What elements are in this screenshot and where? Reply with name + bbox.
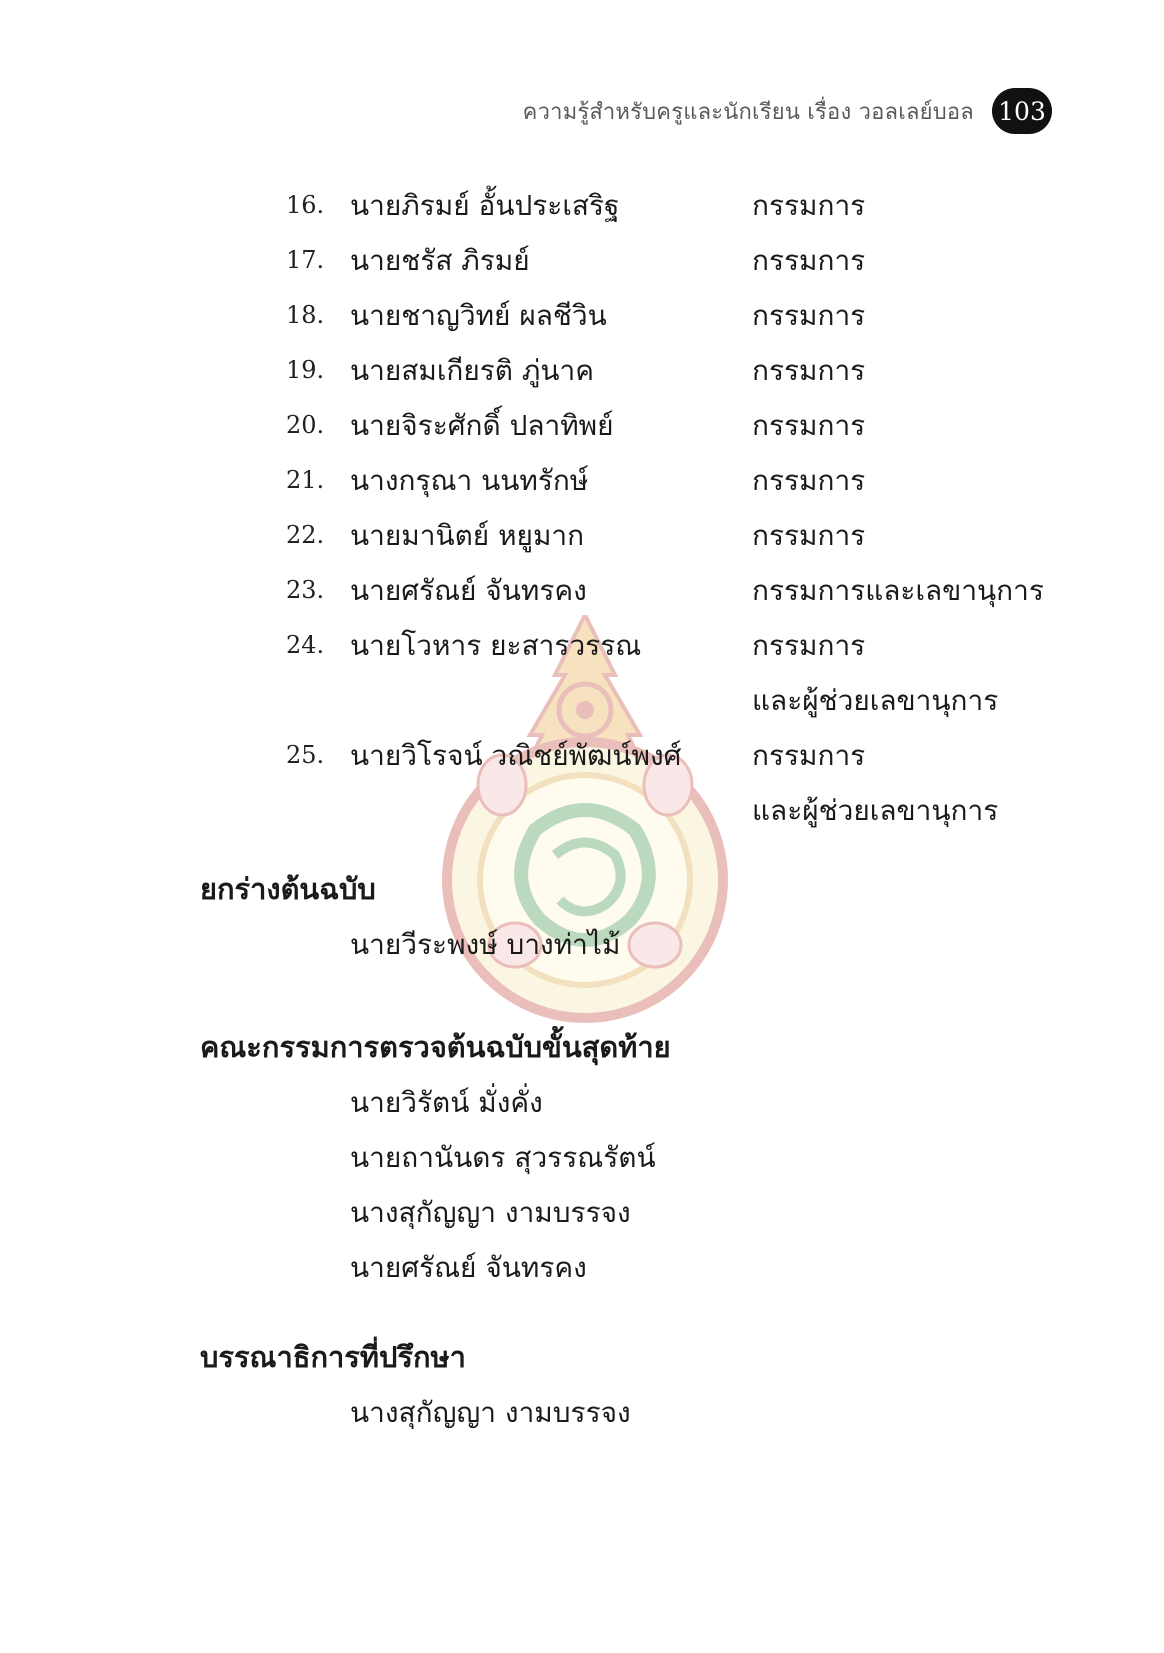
section-heading: คณะกรรมการตรวจต้นฉบับขั้นสุดท้าย (200, 1030, 671, 1064)
row-number: 25. (286, 741, 325, 769)
committee-row (286, 233, 1086, 288)
drafting-section (200, 862, 1080, 972)
committee-row (286, 343, 1086, 398)
member-name: นายภิรมย์ อั้นประเสริฐ (350, 189, 620, 222)
committee-row (286, 508, 1086, 563)
person-name: นายถานันดร สุวรรณรัตน์ (350, 1141, 656, 1174)
member-name: นายวิโรจน์ วณิชย์พัฒน์พงศ์ (350, 739, 682, 772)
row-number: 16. (286, 191, 325, 219)
member-role: กรรมการ (752, 464, 866, 497)
member-role: และผู้ช่วยเลขานุการ (752, 794, 999, 827)
final-review-section (200, 1020, 1080, 1295)
committee-row (286, 453, 1086, 508)
member-role: กรรมการ (752, 519, 866, 552)
member-name: นายศรัณย์ จันทรคง (350, 574, 587, 607)
section-heading: ยกร่างต้นฉบับ (200, 872, 376, 906)
row-number: 17. (286, 246, 325, 274)
member-name: นายชรัส ภิรมย์ (350, 244, 530, 277)
member-name: นางกรุณา นนทรักษ์ (350, 464, 589, 497)
row-number: 20. (286, 411, 325, 439)
member-role: กรรมการ (752, 629, 866, 662)
member-role: กรรมการ (752, 354, 866, 387)
committee-row-continuation (286, 783, 1086, 838)
person-name: นางสุกัญญา งามบรรจง (350, 1196, 631, 1229)
row-number: 23. (286, 576, 325, 604)
person-name: นายศรัณย์ จันทรคง (350, 1251, 587, 1284)
member-name: นายชาญวิทย์ ผลชีวิน (350, 299, 607, 332)
committee-row (286, 288, 1086, 343)
person-name: นายวีระพงษ์ บางท่าไม้ (350, 928, 621, 961)
row-number: 22. (286, 521, 325, 549)
member-role: กรรมการ (752, 189, 866, 222)
committee-list (286, 178, 1086, 838)
member-role: กรรมการ (752, 409, 866, 442)
member-role: กรรมการ (752, 244, 866, 277)
member-role: กรรมการ (752, 739, 866, 772)
member-name: นายสมเกียรติ ภู่นาค (350, 354, 594, 387)
member-role: กรรมการ (752, 299, 866, 332)
committee-row (286, 728, 1086, 783)
member-role: กรรมการและเลขานุการ (752, 574, 1044, 607)
member-role: และผู้ช่วยเลขานุการ (752, 684, 999, 717)
editor-section (200, 1330, 1080, 1440)
row-number: 19. (286, 356, 325, 384)
member-name: นายมานิตย์ หยูมาก (350, 519, 585, 552)
committee-row (286, 178, 1086, 233)
member-name: นายจิระศักดิ์ ปลาทิพย์ (350, 409, 614, 442)
committee-row-continuation (286, 673, 1086, 728)
committee-row (286, 398, 1086, 453)
member-name: นายโวหาร ยะสารวรรณ (350, 629, 642, 662)
page-number-badge: 103 (992, 88, 1052, 134)
person-name: นางสุกัญญา งามบรรจง (350, 1396, 631, 1429)
row-number: 21. (286, 466, 325, 494)
header-title: ความรู้สำหรับครูและนักเรียน เรื่อง วอลเลย์บอล (522, 99, 974, 125)
section-heading: บรรณาธิการที่ปรึกษา (200, 1340, 466, 1374)
row-number: 24. (286, 631, 325, 659)
committee-row (286, 618, 1086, 673)
person-name: นายวิรัตน์ มั่งคั่ง (350, 1086, 543, 1119)
committee-row (286, 563, 1086, 618)
page-header (523, 88, 1052, 134)
row-number: 18. (286, 301, 325, 329)
